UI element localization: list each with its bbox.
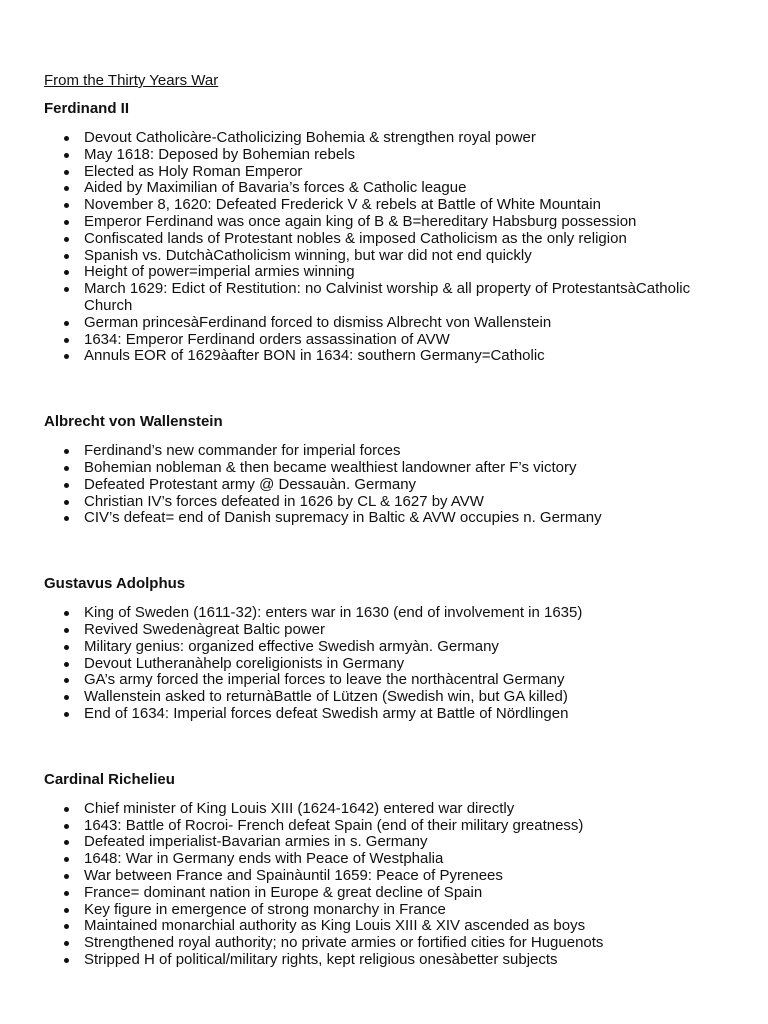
list-item: 1643: Battle of Rocroi- French defeat Spain (end of their military greatness) xyxy=(84,818,734,835)
section-heading: Albrecht von Wallenstein xyxy=(44,413,223,431)
list-item: May 1618: Deposed by Bohemian rebels xyxy=(84,147,734,164)
list-item: November 8, 1620: Defeated Frederick V & rebels at Battle of White Mountain xyxy=(84,197,734,214)
bullet-list xyxy=(44,605,734,723)
section-albrecht-von-wallenstein xyxy=(44,413,734,527)
list-item: March 1629: Edict of Restitution: no Calvinist worship & all property of ProtestantsàCatholic Church xyxy=(84,281,734,315)
list-item: Devout Lutheranàhelp coreligionists in Germany xyxy=(84,656,734,673)
list-item: Wallenstein asked to returnàBattle of Lützen (Swedish win, but GA killed) xyxy=(84,689,734,706)
list-item: France= dominant nation in Europe & great decline of Spain xyxy=(84,885,734,902)
list-item: Emperor Ferdinand was once again king of B & B=hereditary Habsburg possession xyxy=(84,214,734,231)
document-title: From the Thirty Years War xyxy=(44,72,219,89)
list-item: 1634: Emperor Ferdinand orders assassination of AVW xyxy=(84,332,734,349)
list-item: Military genius: organized effective Swedish armyàn. Germany xyxy=(84,639,734,656)
list-item: Height of power=imperial armies winning xyxy=(84,264,734,281)
list-item: CIV’s defeat= end of Danish supremacy in Baltic & AVW occupies n. Germany xyxy=(84,510,734,527)
section-heading: Cardinal Richelieu xyxy=(44,770,175,788)
list-item: Key figure in emergence of strong monarchy in France xyxy=(84,902,734,919)
list-item: 1648: War in Germany ends with Peace of Westphalia xyxy=(84,851,734,868)
list-item: Maintained monarchial authority as King Louis XIII & XIV ascended as boys xyxy=(84,918,734,935)
list-item: Revived Swedenàgreat Baltic power xyxy=(84,622,734,639)
section-heading: Ferdinand II xyxy=(44,100,130,117)
list-item: End of 1634: Imperial forces defeat Swedish army at Battle of Nördlingen xyxy=(84,706,734,723)
list-item: Defeated imperialist-Bavarian armies in s. Germany xyxy=(84,834,734,851)
list-item: Ferdinand’s new commander for imperial forces xyxy=(84,443,734,460)
list-item: GA’s army forced the imperial forces to leave the northàcentral Germany xyxy=(84,672,734,689)
section-cardinal-richelieu xyxy=(44,771,734,969)
list-item: Stripped H of political/military rights, kept religious onesàbetter subjects xyxy=(84,952,734,969)
bullet-list xyxy=(44,130,734,365)
list-item: Annuls EOR of 1629àafter BON in 1634: southern Germany=Catholic xyxy=(84,348,734,365)
section-heading: Gustavus Adolphus xyxy=(44,575,186,593)
document-page xyxy=(44,72,734,969)
list-item: Elected as Holy Roman Emperor xyxy=(84,164,734,181)
section-ferdinand-ii xyxy=(44,100,734,365)
list-item: King of Sweden (1611-32): enters war in 1630 (end of involvement in 1635) xyxy=(84,605,734,622)
list-item: Chief minister of King Louis XIII (1624-1642) entered war directly xyxy=(84,801,734,818)
list-item: German princesàFerdinand forced to dismiss Albrecht von Wallenstein xyxy=(84,315,734,332)
bullet-list xyxy=(44,801,734,969)
list-item: War between France and Spainàuntil 1659: Peace of Pyrenees xyxy=(84,868,734,885)
section-gustavus-adolphus xyxy=(44,575,734,723)
list-item: Confiscated lands of Protestant nobles & imposed Catholicism as the only religion xyxy=(84,231,734,248)
list-item: Strengthened royal authority; no private armies or fortified cities for Huguenots xyxy=(84,935,734,952)
list-item: Devout Catholicàre-Catholicizing Bohemia & strengthen royal power xyxy=(84,130,734,147)
list-item: Christian IV’s forces defeated in 1626 by CL & 1627 by AVW xyxy=(84,494,734,511)
list-item: Bohemian nobleman & then became wealthiest landowner after F’s victory xyxy=(84,460,734,477)
list-item: Spanish vs. DutchàCatholicism winning, but war did not end quickly xyxy=(84,248,734,265)
list-item: Aided by Maximilian of Bavaria’s forces & Catholic league xyxy=(84,180,734,197)
list-item: Defeated Protestant army @ Dessauàn. Germany xyxy=(84,477,734,494)
bullet-list xyxy=(44,443,734,527)
